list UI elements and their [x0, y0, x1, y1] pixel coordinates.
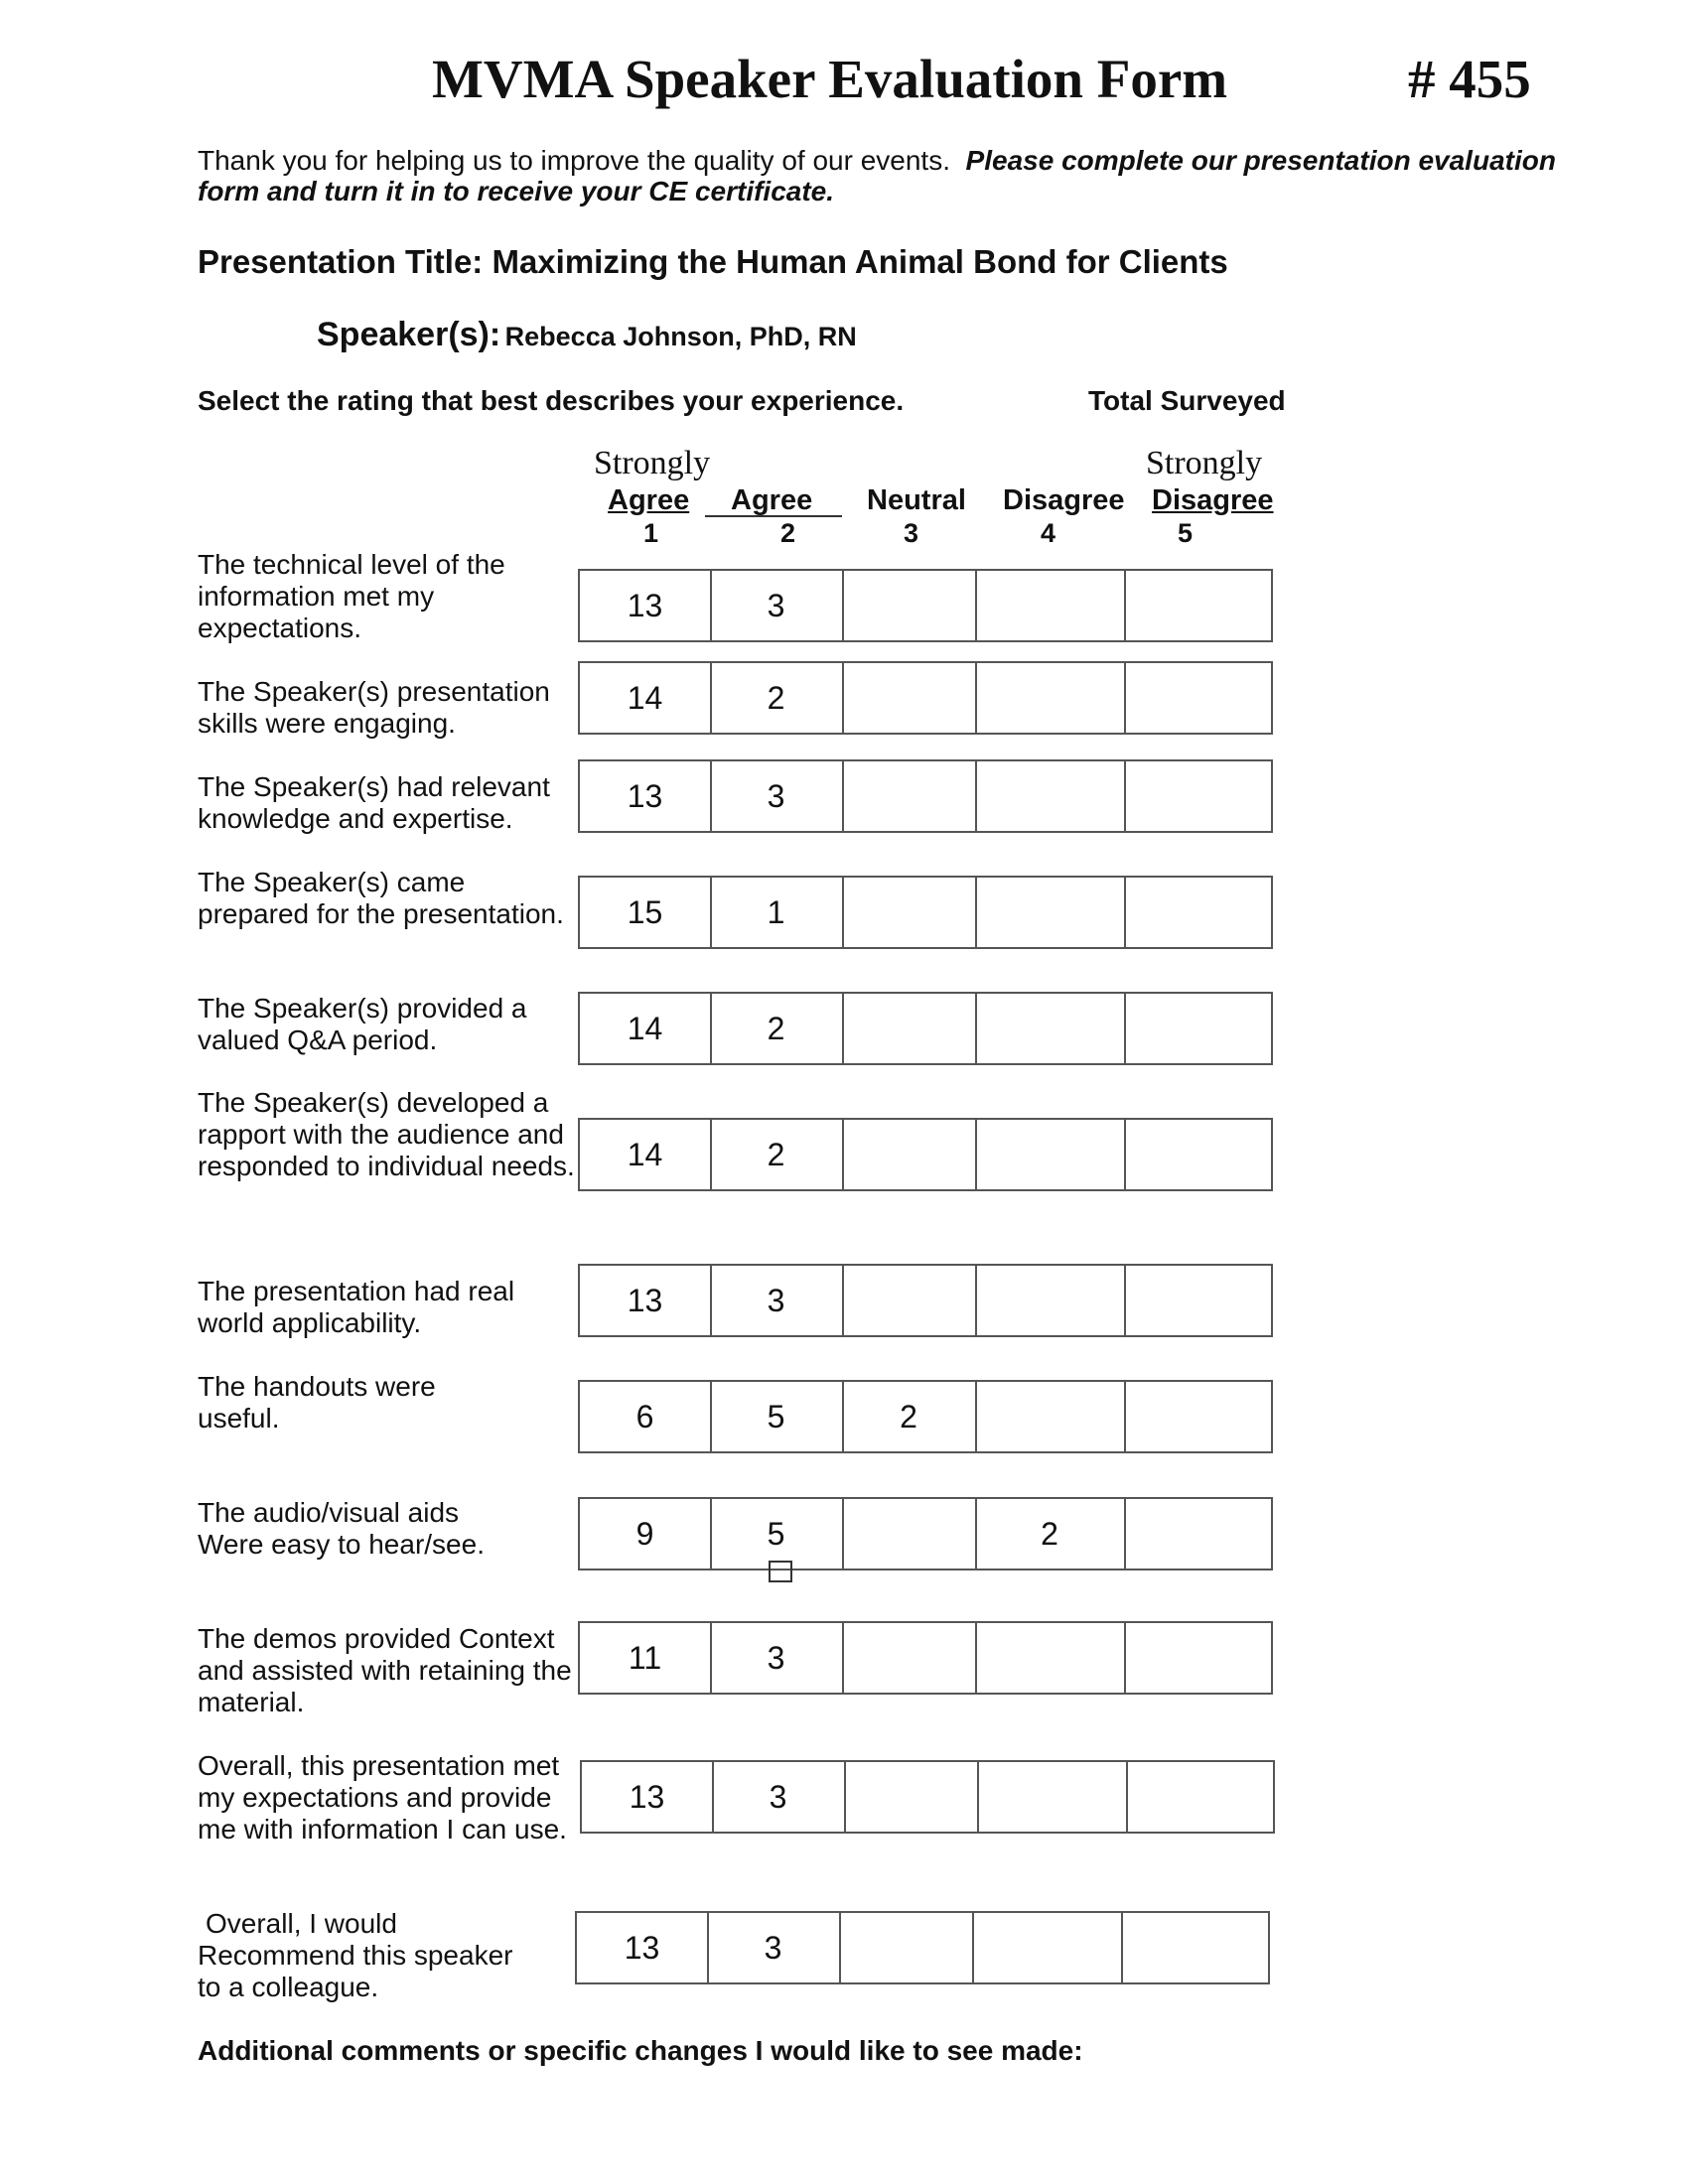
- rating-cell-1: 6: [580, 1382, 712, 1451]
- rating-row: [575, 1911, 1270, 1984]
- intro-text: [198, 145, 1608, 206]
- scale-number-1: 1: [643, 518, 659, 548]
- rating-row: [578, 759, 1273, 833]
- rating-cell-4: [975, 878, 1126, 947]
- rating-cell-1: 13: [580, 1266, 712, 1335]
- question-text: The Speaker(s) developed a rapport with the audience and responded to individual needs.: [198, 1087, 575, 1181]
- form-title: MVMA Speaker Evaluation Form: [432, 49, 1228, 109]
- rating-cell-1: 14: [580, 663, 712, 733]
- scale-number-3: 3: [904, 518, 919, 548]
- rating-cell-4: [975, 1120, 1126, 1189]
- rating-cell-4: [977, 1762, 1128, 1832]
- question-text: The Speaker(s) had relevant knowledge and expertise.: [198, 771, 550, 834]
- header-underline-divider: [705, 515, 842, 517]
- rating-cell-4: [975, 994, 1126, 1063]
- rating-cell-1: 15: [580, 878, 712, 947]
- question-text: The Speaker(s) came prepared for the presentation.: [198, 867, 564, 929]
- scale-label-5: Disagree: [1152, 484, 1274, 516]
- rating-cell-4: 2: [975, 1499, 1126, 1569]
- rating-cell-3: [842, 994, 977, 1063]
- rating-row: [578, 1118, 1273, 1191]
- rating-cell-1: 13: [582, 1762, 714, 1832]
- rating-cell-2: 5: [710, 1499, 844, 1569]
- rating-row: [578, 992, 1273, 1065]
- question-text: The Speaker(s) provided a valued Q&A period.: [198, 993, 527, 1055]
- question-text: The audio/visual aids Were easy to hear/see.: [198, 1497, 485, 1560]
- rating-cell-1: 13: [577, 1913, 709, 1982]
- rating-cell-5: [1121, 1913, 1268, 1982]
- rating-cell-1: 13: [580, 571, 712, 640]
- rating-cell-3: [842, 571, 977, 640]
- rating-cell-1: 14: [580, 1120, 712, 1189]
- rating-cell-5: [1126, 1762, 1273, 1832]
- rating-cell-5: [1124, 1120, 1271, 1189]
- rating-cell-4: [975, 761, 1126, 831]
- rating-cell-2: 3: [707, 1913, 841, 1982]
- scale-number-4: 4: [1041, 518, 1056, 548]
- rating-cell-3: [844, 1762, 979, 1832]
- presentation-title: Presentation Title: Maximizing the Human Animal Bond for Clients: [198, 243, 1228, 280]
- scale-number-2: 2: [780, 518, 796, 548]
- scale-label-4: Disagree: [1003, 484, 1125, 516]
- rating-cell-3: [839, 1913, 974, 1982]
- intro-emphasis: Please complete our presentation evaluation form and turn it in to receive your CE certificate.: [198, 145, 1556, 206]
- rating-cell-4: [975, 571, 1126, 640]
- rating-cell-1: 14: [580, 994, 712, 1063]
- rating-row: [578, 1380, 1273, 1453]
- rating-cell-2: 5: [710, 1382, 844, 1451]
- rating-cell-3: [842, 878, 977, 947]
- rating-cell-2: 1: [710, 878, 844, 947]
- rating-cell-2: 2: [710, 1120, 844, 1189]
- rating-cell-4: [975, 1266, 1126, 1335]
- rating-cell-2: 2: [710, 663, 844, 733]
- rating-cell-3: [842, 761, 977, 831]
- form-number: # 455: [1408, 49, 1531, 109]
- rating-cell-1: 9: [580, 1499, 712, 1569]
- rating-cell-3: [842, 663, 977, 733]
- strongly-disagree-qualifier: Strongly: [1146, 445, 1263, 481]
- speaker-name: Rebecca Johnson, PhD, RN: [504, 322, 857, 351]
- rating-cell-2: 3: [710, 1623, 844, 1693]
- rating-cell-3: 2: [842, 1382, 977, 1451]
- intro-plain: Thank you for helping us to improve the quality of our events.: [198, 145, 950, 176]
- rating-cell-5: [1124, 1382, 1271, 1451]
- total-surveyed-label: Total Surveyed: [1088, 385, 1286, 416]
- rating-cell-2: 2: [710, 994, 844, 1063]
- rating-row: [578, 661, 1273, 735]
- rating-row: [580, 1760, 1275, 1834]
- rating-cell-5: [1124, 663, 1271, 733]
- rating-cell-5: [1124, 761, 1271, 831]
- rating-cell-3: [842, 1499, 977, 1569]
- strongly-agree-qualifier: Strongly: [594, 445, 711, 481]
- question-text: Overall, I would Recommend this speaker to a colleague.: [198, 1908, 513, 2002]
- rating-cell-1: 11: [580, 1623, 712, 1693]
- rating-row: [578, 876, 1273, 949]
- scale-label-2: Agree: [731, 484, 813, 516]
- rating-instructions: Select the rating that best describes your experience.: [198, 385, 905, 416]
- question-text: Overall, this presentation met my expectations and provide me with information I can use.: [198, 1750, 567, 1844]
- scale-label-3: Neutral: [867, 484, 966, 516]
- rating-row: [578, 1264, 1273, 1337]
- checkbox-mark: [769, 1561, 792, 1582]
- rating-cell-5: [1124, 571, 1271, 640]
- question-text: The Speaker(s) presentation skills were engaging.: [198, 676, 550, 739]
- rating-row: [578, 1621, 1273, 1695]
- rating-cell-2: 3: [710, 1266, 844, 1335]
- rating-cell-4: [975, 1623, 1126, 1693]
- scale-number-5: 5: [1178, 518, 1194, 548]
- question-text: The handouts were useful.: [198, 1371, 436, 1433]
- scale-label-1: Agree: [608, 484, 690, 516]
- rating-cell-5: [1124, 994, 1271, 1063]
- rating-cell-3: [842, 1120, 977, 1189]
- speaker-label: Speaker(s):: [317, 316, 501, 353]
- rating-cell-4: [972, 1913, 1123, 1982]
- rating-cell-4: [975, 1382, 1126, 1451]
- rating-cell-5: [1124, 1499, 1271, 1569]
- rating-cell-4: [975, 663, 1126, 733]
- rating-cell-5: [1124, 1623, 1271, 1693]
- rating-row: [578, 1497, 1273, 1570]
- rating-cell-2: 3: [712, 1762, 846, 1832]
- rating-row: [578, 569, 1273, 642]
- rating-cell-5: [1124, 878, 1271, 947]
- speaker-line: [317, 316, 857, 354]
- rating-cell-2: 3: [710, 571, 844, 640]
- rating-cell-2: 3: [710, 761, 844, 831]
- rating-cell-1: 13: [580, 761, 712, 831]
- comments-label: Additional comments or specific changes I would like to see made:: [198, 2035, 1083, 2066]
- question-text: The demos provided Context and assisted with retaining the material.: [198, 1623, 572, 1717]
- rating-cell-5: [1124, 1266, 1271, 1335]
- rating-cell-3: [842, 1266, 977, 1335]
- question-text: The technical level of the information met my expectations.: [198, 549, 505, 643]
- question-text: The presentation had real world applicability.: [198, 1276, 515, 1338]
- rating-cell-3: [842, 1623, 977, 1693]
